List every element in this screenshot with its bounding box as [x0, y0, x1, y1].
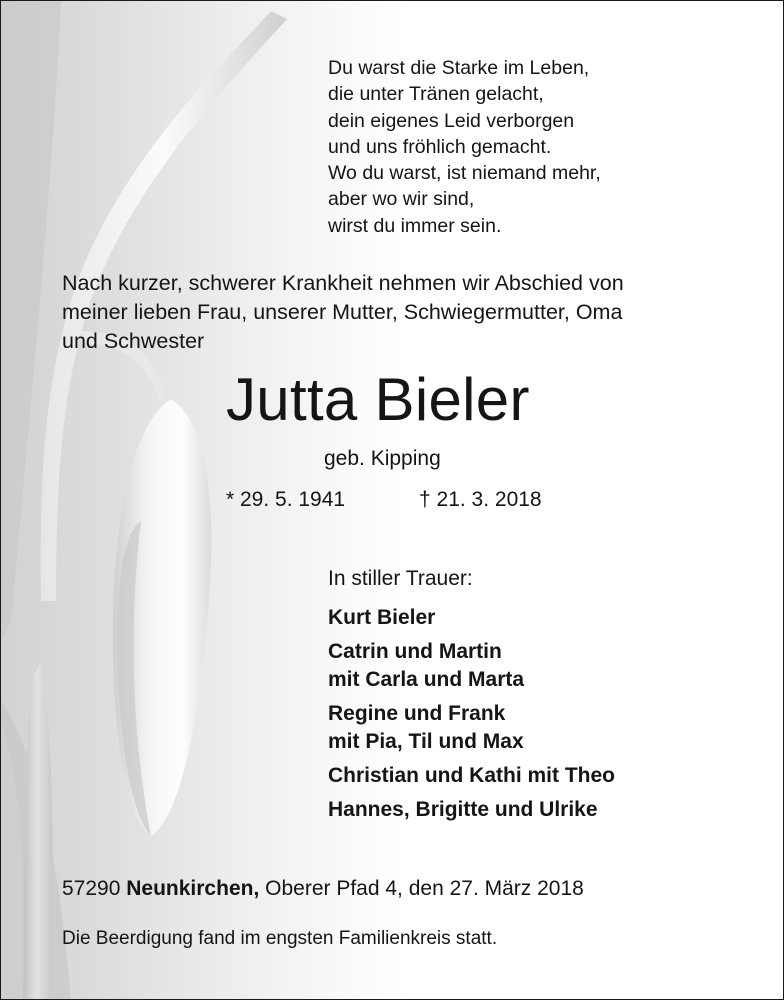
poem-line: und uns fröhlich gemacht.	[328, 135, 552, 158]
poem-line: dein eigenes Leid verborgen	[328, 109, 575, 132]
intro-line: und Schwester	[62, 329, 205, 353]
poem	[328, 55, 601, 239]
mourner-entry	[328, 604, 615, 632]
mourner-line: mit Pia, Til und Max	[328, 730, 524, 753]
city: Neunkirchen,	[126, 877, 260, 900]
mourner-entry	[328, 638, 615, 694]
place-and-date	[62, 876, 584, 902]
poem-line: Wo du warst, ist niemand mehr,	[328, 162, 601, 185]
poem-line: Du warst die Starke im Leben,	[328, 57, 590, 79]
mourner-line: Catrin und Martin	[328, 640, 502, 663]
mourning-heading: In stiller Trauer:	[328, 567, 473, 590]
mourner-line: Christian und Kathi mit Theo	[328, 764, 615, 787]
mourner-line: Hannes, Brigitte und Ulrike	[328, 798, 598, 821]
death-date: † 21. 3. 2018	[419, 488, 542, 511]
mourner-line: Kurt Bieler	[328, 606, 436, 629]
birth-name: geb. Kipping	[324, 447, 441, 470]
birth-date: * 29. 5. 1941	[226, 488, 346, 511]
postcode: 57290	[62, 877, 121, 900]
farewell-intro	[62, 269, 624, 356]
poem-line: die unter Tränen gelacht,	[328, 83, 544, 106]
intro-line: meiner lieben Frau, unserer Mutter, Schwiegermutter, Oma	[62, 300, 623, 324]
poem-line: aber wo wir sind,	[328, 188, 475, 211]
funeral-note: Die Beerdigung fand im engsten Familienkreis statt.	[62, 928, 498, 949]
mourner-entry	[328, 700, 615, 756]
mourner-line: Regine und Frank	[328, 702, 506, 725]
mourners-list	[328, 604, 615, 830]
mourner-line: mit Carla und Marta	[328, 668, 525, 691]
deceased-name: Jutta Bieler	[226, 366, 530, 433]
street-and-date: Oberer Pfad 4, den 27. März 2018	[265, 877, 584, 900]
mourner-entry	[328, 762, 615, 790]
mourner-entry	[328, 796, 615, 824]
poem-line: wirst du immer sein.	[328, 214, 502, 237]
intro-line: Nach kurzer, schwerer Krankheit nehmen wir Abschied von	[62, 271, 624, 295]
